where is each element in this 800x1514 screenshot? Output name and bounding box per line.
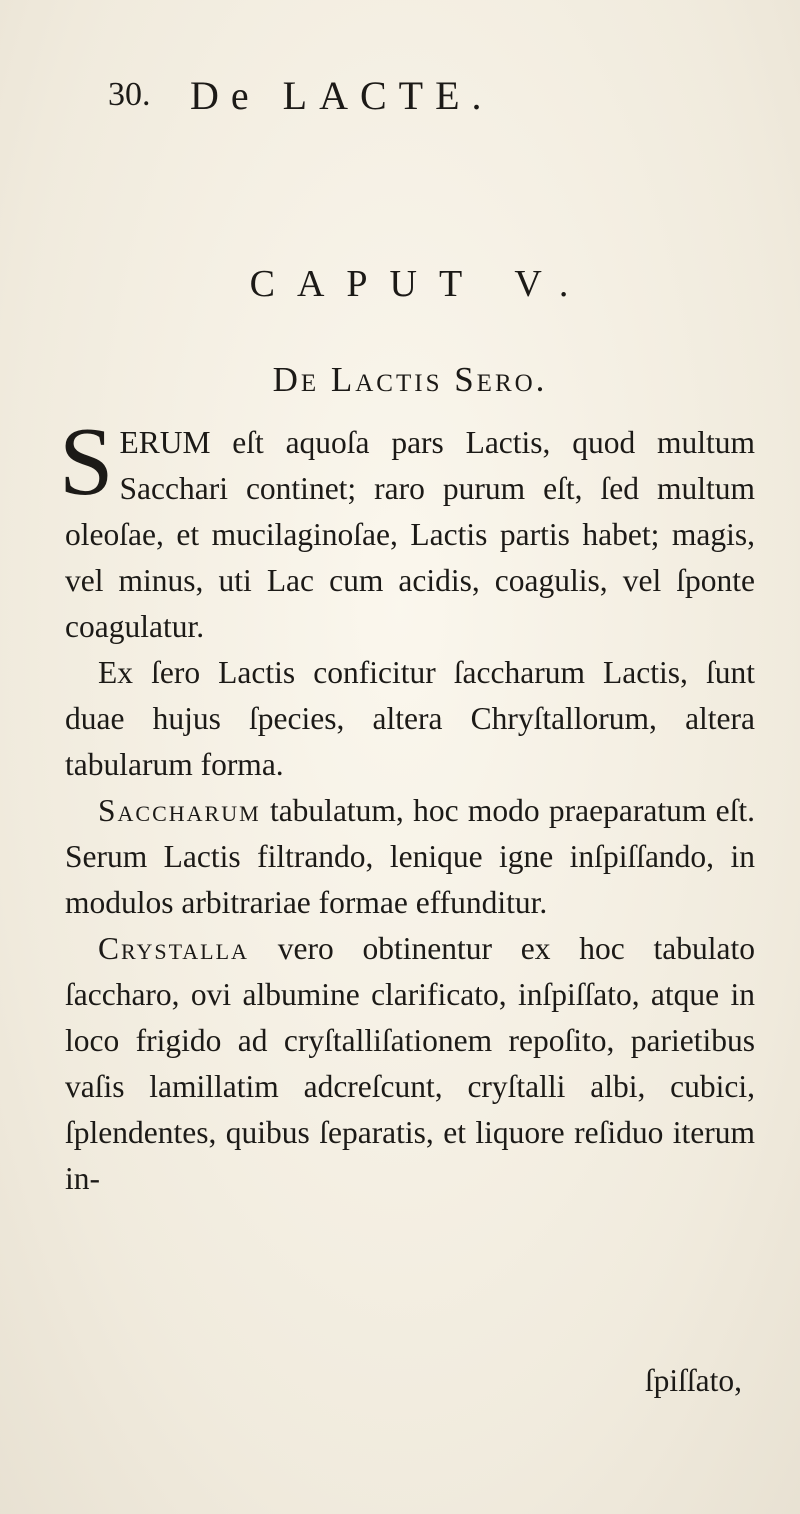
page-number: 30.	[108, 76, 151, 113]
paragraph-lead-word: Saccharum	[98, 793, 261, 828]
chapter-title: CAPUT V.	[249, 263, 591, 305]
drop-cap: S	[59, 408, 114, 516]
paragraph-text: ERUM eſt aquoſa pars Lactis, quod multum Sacchari continet; raro purum eſt, ſed multum oleoſae, et mucilaginoſae, Lactis partis habet; magis, vel minus, uti Lac cum acidis, coagulis, vel ſponte coagulatur.	[65, 425, 755, 644]
paragraph-text: vero obtinentur ex hoc tabulato ſaccharo, ovi albumine clarificato, inſpiſſato, atque in loco frigido ad cryſtalliſationem repoſito, parietibus vaſis lamillatim adcreſcunt, cryſtalli albi, cubici, ſplendentes, quibus ſeparatis, et liquore reſiduo iterum in-	[65, 931, 755, 1196]
paragraph-saccharum-tabulatum	[65, 788, 755, 926]
paragraph-crystalla	[65, 926, 755, 1202]
body-text	[59, 408, 755, 1202]
chapter-subtitle: De Lactis Sero.	[272, 360, 548, 399]
page-header	[108, 72, 748, 132]
paragraph-lead-word: Crystalla	[98, 931, 249, 966]
running-title: De LACTE.	[190, 73, 494, 118]
paragraph-text: Ex ſero Lactis conficitur ſaccharum Lactis, ſunt duae hujus ſpecies, altera Chryſtallorum, altera tabularum forma.	[65, 655, 755, 782]
catchword: ſpiſſato,	[644, 1363, 742, 1398]
paragraph-text: tabulatum, hoc modo praeparatum eſt. Serum Lactis filtrando, lenique igne inſpiſſando, in modulos arbitrariae formae effunditur.	[65, 793, 755, 920]
paragraph-serum	[59, 408, 755, 650]
paragraph-saccharum-lactis	[65, 650, 755, 788]
